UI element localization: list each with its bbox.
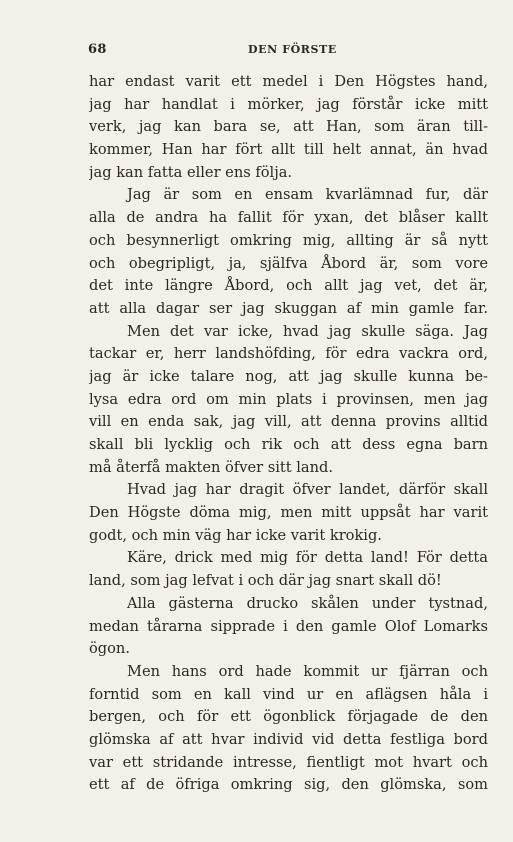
text-line: alla de andra ha fallit för yxan, det blåser kallt <box>89 209 488 227</box>
text-line: glömska af att hvar individ vid detta festliga bord <box>89 730 488 748</box>
page-header <box>88 42 488 60</box>
text-line: Jag är som en ensam kvarlämnad fur, där <box>127 186 488 204</box>
text-line: verk, jag kan bara se, att Han, som äran till- <box>89 118 488 136</box>
text-line: jag kan fatta eller ens följa. <box>89 163 293 181</box>
text-line: kommer, Han har fört allt till helt annat, än hvad <box>89 141 488 159</box>
text-line: att alla dagar ser jag skuggan af min gamle far. <box>89 299 488 317</box>
page-number: 68 <box>88 42 107 57</box>
text-line: må återfå makten öfver sitt land. <box>89 458 333 476</box>
text-line: tackar er, herr landshöfding, för edra vackra ord, <box>89 345 488 363</box>
text-line: vill en enda sak, jag vill, att denna provins alltid <box>89 413 488 431</box>
text-line: och obegripligt, ja, själfva Åbord är, som vore <box>89 254 488 272</box>
text-line: ett af de öfriga omkring sig, den glömska, som <box>89 776 488 794</box>
text-line: har endast varit ett medel i Den Högstes hand, <box>89 73 488 90</box>
running-head: DEN FÖRSTE <box>248 43 337 56</box>
text-line: land, som jag lefvat i och där jag snart skall dö! <box>89 572 442 590</box>
text-line: jag är icke talare nog, att jag skulle kunna be- <box>89 367 488 385</box>
text-line: forntid som en kall vind ur en aflägsen håla i <box>89 685 488 703</box>
text-line: var ett stridande intresse, fientligt mot hvart och <box>89 753 488 771</box>
text-line: lysa edra ord om min plats i provinsen, men jag <box>89 390 488 408</box>
text-line: godt, och min väg har icke varit krokig. <box>89 526 382 544</box>
body-text <box>89 71 488 797</box>
text-line: jag har handlat i mörker, jag förstår icke mitt <box>89 95 488 113</box>
text-line: bergen, och för ett ögonblick förjagade de den <box>89 708 488 726</box>
text-line: medan tårarna sipprade i den gamle Olof Lomarks <box>89 617 488 635</box>
text-line: Men det var icke, hvad jag skulle säga. Jag <box>127 322 488 340</box>
text-line: det inte längre Åbord, och allt jag vet, det är, <box>89 277 488 295</box>
text-line: Alla gästerna drucko skålen under tystnad, <box>127 594 488 612</box>
text-line: och besynnerligt omkring mig, allting är så nytt <box>89 231 488 249</box>
text-line: Hvad jag har dragit öfver landet, därför skall <box>127 481 488 499</box>
text-line: Men hans ord hade kommit ur fjärran och <box>127 662 488 680</box>
text-line: skall bli lycklig och rik och att dess egna barn <box>89 436 488 453</box>
text-line: ögon. <box>89 640 130 658</box>
text-line: Käre, drick med mig för detta land! För detta <box>127 549 488 567</box>
text-line: Den Högste döma mig, men mitt uppsåt har varit <box>89 504 488 522</box>
